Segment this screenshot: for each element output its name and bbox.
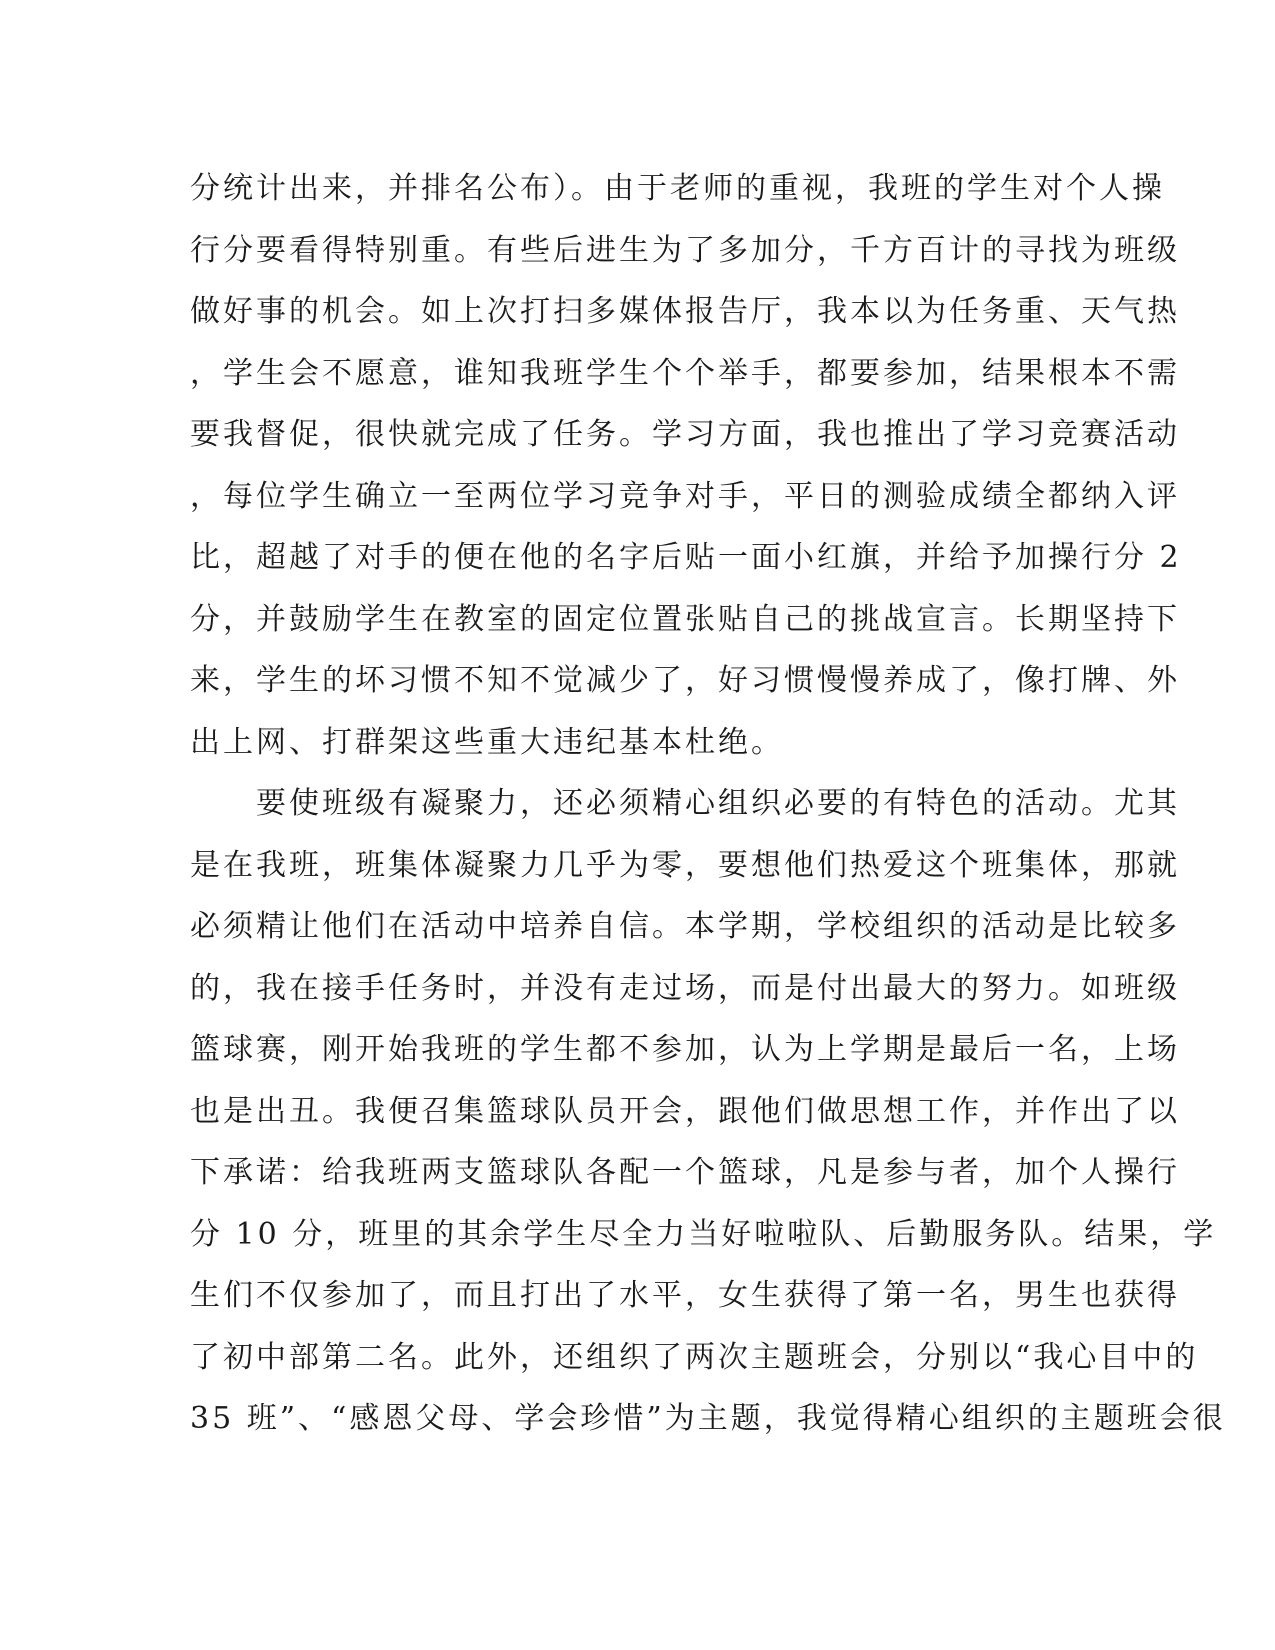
paragraph-start-line: 要使班级有凝聚力，还必须精心组织必要的有特色的活动。尤其 xyxy=(256,786,1180,821)
text-line: 篮球赛，刚开始我班的学生都不参加，认为上学期是最后一名，上场 xyxy=(190,1032,1180,1067)
text-line: 分统计出来，并排名公布）。由于老师的重视，我班的学生对个人操 xyxy=(190,171,1165,206)
text-line: 出上网、打群架这些重大违纪基本杜绝。 xyxy=(190,724,784,760)
text-line: ，每位学生确立一至两位学习竞争对手，平日的测验成绩全都纳入评 xyxy=(190,478,1180,514)
text-line: 比，超越了对手的便在他的名字后贴一面小红旗，并给予加操行分 2 xyxy=(190,540,1182,575)
text-line: 来，学生的坏习惯不知不觉减少了，好习惯慢慢养成了，像打牌、外 xyxy=(190,663,1180,698)
text-line: 必须精让他们在活动中培养自信。本学期，学校组织的活动是比较多 xyxy=(190,909,1180,944)
text-line: 分，并鼓励学生在教室的固定位置张贴自己的挑战宣言。长期坚持下 xyxy=(190,601,1180,637)
body-text xyxy=(190,158,1226,1450)
text-line: 是在我班，班集体凝聚力几乎为零，要想他们热爱这个班集体，那就 xyxy=(190,847,1180,883)
text-line: 要我督促，很快就完成了任务。学习方面，我也推出了学习竞赛活动 xyxy=(190,417,1180,452)
text-line: ，学生会不愿意，谁知我班学生个个举手，都要参加，结果根本不需 xyxy=(190,355,1180,391)
text-line: 分 10 分，班里的其余学生尽全力当好啦啦队、后勤服务队。结果，学 xyxy=(190,1216,1217,1252)
text-line: 35 班”、“感恩父母、学会珍惜”为主题，我觉得精心组织的主题班会很 xyxy=(190,1401,1226,1436)
text-line: 了初中部第二名。此外，还组织了两次主题班会，分别以“我心目中的 xyxy=(190,1339,1199,1375)
text-line: 做好事的机会。如上次打扫多媒体报告厅，我本以为任务重、天气热 xyxy=(190,294,1180,329)
text-line: 下承诺：给我班两支篮球队各配一个篮球，凡是参与者，加个人操行 xyxy=(190,1155,1180,1190)
text-line: 也是出丑。我便召集篮球队员开会，跟他们做思想工作，并作出了以 xyxy=(190,1093,1180,1129)
text-line: 的，我在接手任务时，并没有走过场，而是付出最大的努力。如班级 xyxy=(190,970,1180,1006)
text-line: 生们不仅参加了，而且打出了水平，女生获得了第一名，男生也获得 xyxy=(190,1278,1180,1313)
text-line: 行分要看得特别重。有些后进生为了多加分，千方百计的寻找为班级 xyxy=(190,232,1180,268)
